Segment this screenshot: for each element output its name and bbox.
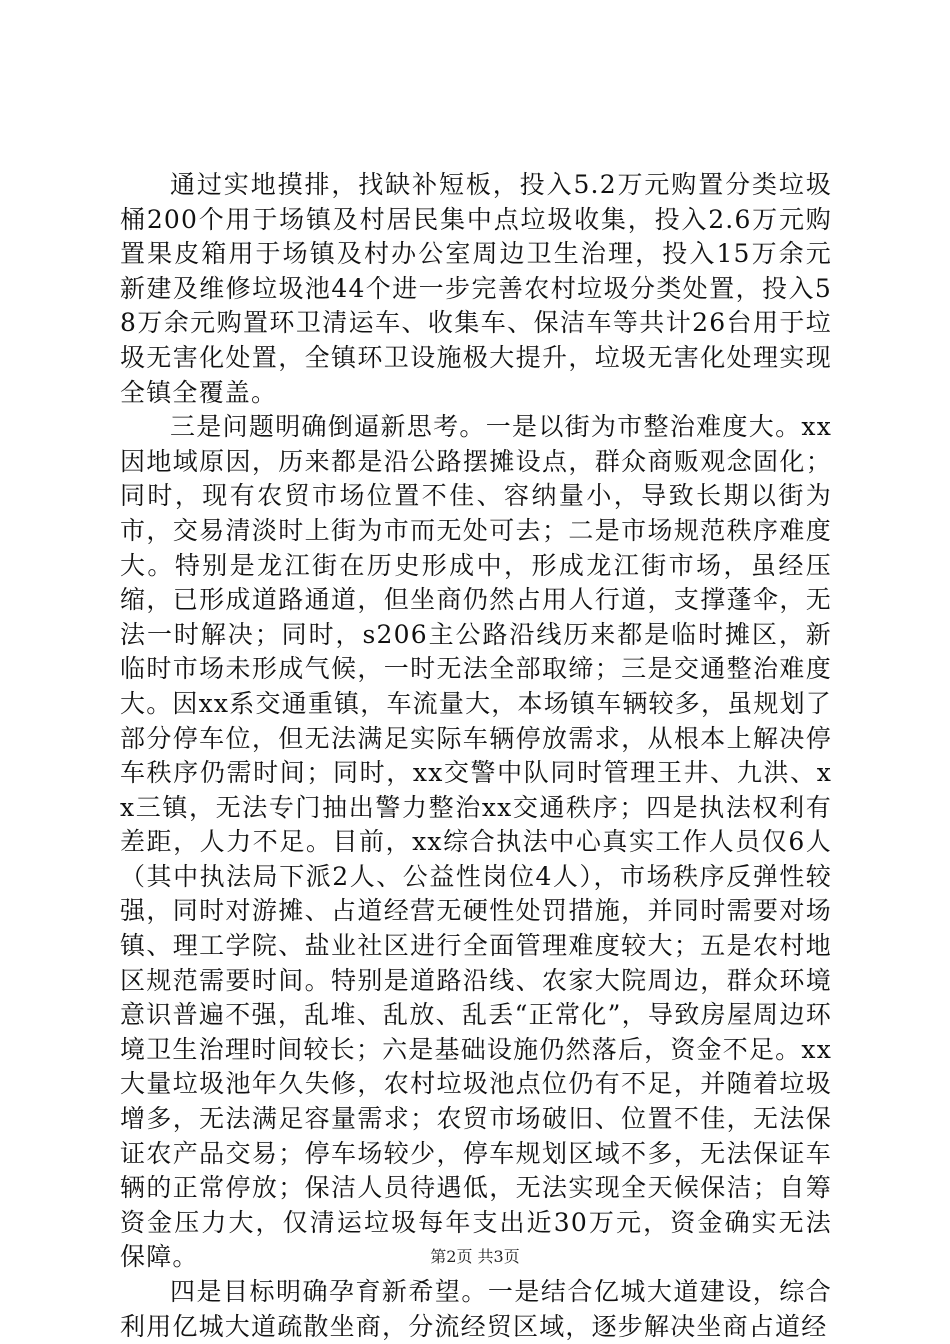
paragraph-sanitation-investment: 通过实地摸排，找缺补短板，投入5.2万元购置分类垃圾桶200个用于场镇及村居民集中点垃圾收集，投入2.6万元购置果皮箱用于场镇及村办公室周边卫生治理，投入15万余元新建及维修垃圾池44个进一步完善农村垃圾分类处置，投入58万余元购置环卫清运车、收集车、保洁车等共计26台用于垃圾无害化处置，全镇环卫设施极大提升，垃圾无害化处理实现全镇全覆盖。 [120, 170, 832, 407]
document-body [120, 168, 832, 1344]
paragraph-problems: 三是问题明确倒逼新思考。一是以街为市整治难度大。xx因地域原因，历来都是沿公路摆摊设点，群众商贩观念固化；同时，现有农贸市场位置不佳、容纳量小，导致长期以街为市，交易清淡时上街为市而无处可去；二是市场规范秩序难度大。特别是龙江街在历史形成中，形成龙江街市场，虽经压缩，已形成道路通道，但坐商仍然占用人行道，支撑蓬伞，无法一时解决；同时，s206主公路沿线历来都是临时摊区，新临时市场未形成气候，一时无法全部取缔；三是交通整治难度大。因xx系交通重镇，车流量大，本场镇车辆较多，虽规划了部分停车位，但无法满足实际车辆停放需求，从根本上解决停车秩序仍需时间；同时，xx交警中队同时管理王井、九洪、xx三镇，无法专门抽出警力整治xx交通秩序；四是执法权利有差距，人力不足。目前，xx综合执法中心真实工作人员仅6人（其中执法局下派2人、公益性岗位4人），市场秩序反弹性较强，同时对游摊、占道经营无硬性处罚措施，并同时需要对场镇、理工学院、盐业社区进行全面管理难度较大；五是农村地区规范需要时间。特别是道路沿线、农家大院周边，群众环境意识普遍不强，乱堆、乱放、乱丢“正常化”，导致房屋周边环境卫生治理时间较长；六是基础设施仍然落后，资金不足。xx大量垃圾池年久失修，农村垃圾池点位仍有不足，并随着垃圾增多，无法满足容量需求；农贸市场破旧、位置不佳，无法保证农产品交易；停车场较少，停车规划区域不多，无法保证车辆的正常停放；保洁人员待遇低，无法实现全天候保洁；自筹资金压力大，仅清运垃圾每年支出近30万元，资金确实无法保障。 [120, 412, 832, 1272]
page-footer: 第2页 共3页 [430, 1247, 520, 1266]
paragraph-goals: 四是目标明确孕育新希望。一是结合亿城大道建设，综合利用亿城大道疏散坐商，分流经贸区域，逐步解决坐商占道经 [120, 1277, 832, 1341]
